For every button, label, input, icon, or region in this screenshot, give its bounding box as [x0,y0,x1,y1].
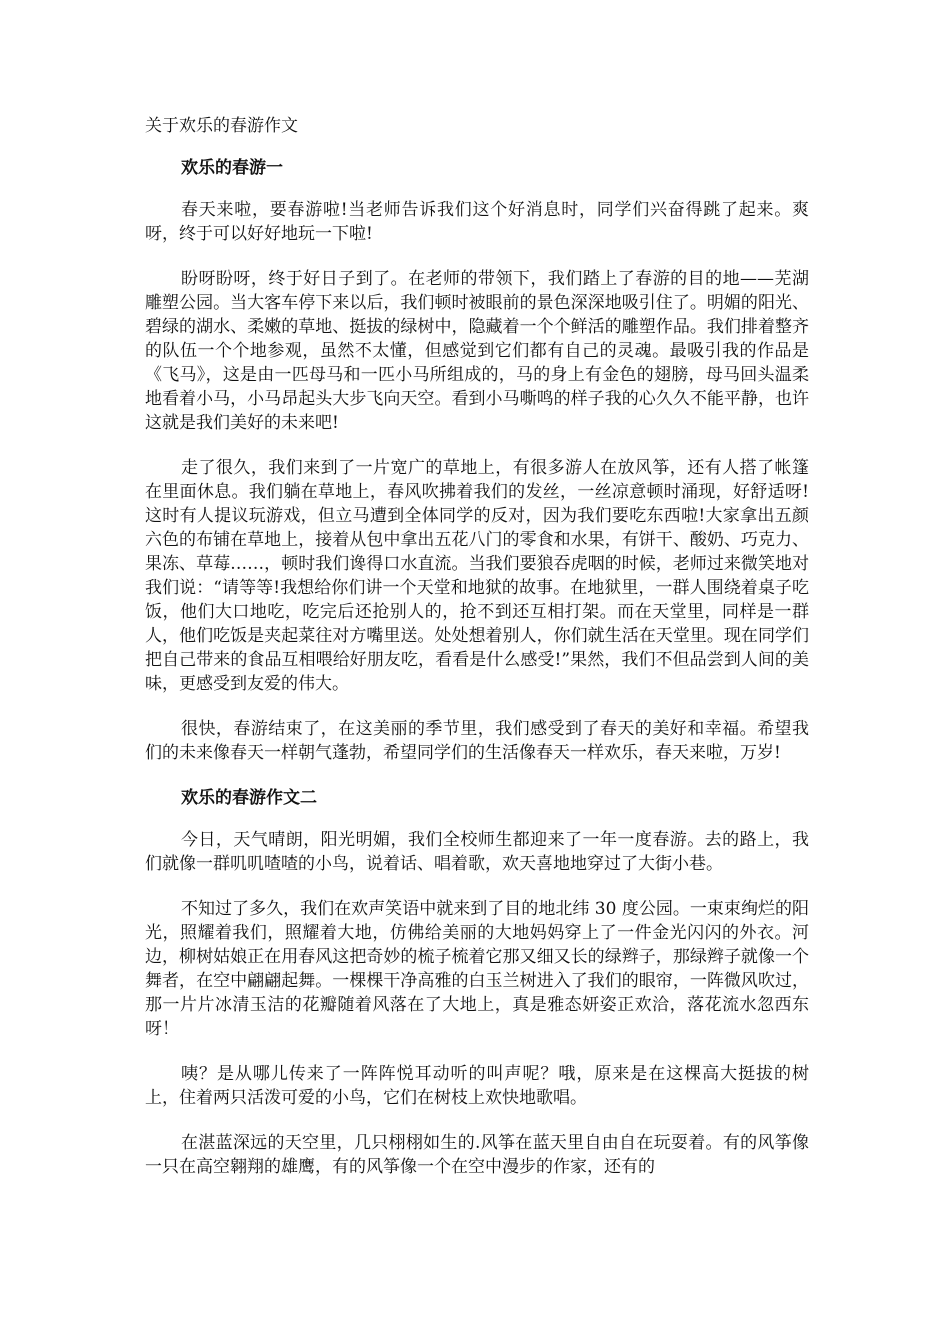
section-heading: 欢乐的春游作文二 [181,788,317,808]
paragraph: 咦？是从哪儿传来了一阵阵悦耳动听的叫声呢？哦，原来是在这棵高大挺拔的树上，住着两只活泼可爱的小鸟，它们在树枝上欢快地歌唱。 [145,1064,809,1108]
paragraph: 很快，春游结束了，在这美丽的季节里，我们感受到了春天的美好和幸福。希望我们的未来像春天一样朝气蓬勃，希望同学们的生活像春天一样欢乐，春天来啦，万岁! [145,719,809,763]
document-page [145,114,809,1200]
paragraph: 今日，天气晴朗，阳光明媚，我们全校师生都迎来了一年一度春游。去的路上，我们就像一群叽叽喳喳的小鸟，说着话、唱着歌，欢天喜地地穿过了大街小巷。 [145,830,809,874]
paragraph: 春天来啦，要春游啦!当老师告诉我们这个好消息时，同学们兴奋得跳了起来。爽呀，终于可以好好地玩一下啦! [145,200,809,244]
section-1 [145,156,809,765]
section-heading: 欢乐的春游一 [181,158,283,178]
paragraph: 不知过了多久，我们在欢声笑语中就来到了目的地北纬 30 度公园。一束束绚烂的阳光，照耀着我们，照耀着大地，仿佛给美丽的大地妈妈穿上了一件金光闪闪的外衣。河边，柳树姑娘正在用春风这把奇妙的梳子梳着它那又细又长的绿辫子，那绿辫子就像一个舞者，在空中翩翩起舞。一棵棵干净高雅的白玉兰树进入了我们的眼帘，一阵微风吹过，那一片片冰清玉洁的花瓣随着风落在了大地上，真是雅态妍姿正欢洽，落花流水忽西东呀！ [145,899,809,1039]
document-title: 关于欢乐的春游作文 [145,116,298,136]
paragraph: 走了很久，我们来到了一片宽广的草地上，有很多游人在放风筝，还有人搭了帐篷在里面休息。我们躺在草地上，春风吹拂着我们的发丝，一丝凉意顿时涌现，好舒适呀!这时有人提议玩游戏，但立马遭到全体同学的反对，因为我们要吃东西啦!大家拿出五颜六色的布铺在草地上，接着从包中拿出五花八门的零食和水果，有饼干、酸奶、巧克力、果冻、草莓……，顿时我们谗得口水直流。当我们要狼吞虎咽的时候，老师过来微笑地对我们说：“请等等!我想给你们讲一个天堂和地狱的故事。在地狱里，一群人围绕着桌子吃饭，他们大口地吃，吃完后还抢别人的，抢不到还互相打架。而在天堂里，同样是一群人，他们吃饭是夹起菜往对方嘴里送。处处想着别人，你们就生活在天堂里。现在同学们把自己带来的食品互相喂给好朋友吃，看看是什么感受!”果然，我们不但品尝到人间的美味，更感受到友爱的伟大。 [145,458,809,694]
paragraph: 在湛蓝深远的天空里，几只栩栩如生的.风筝在蓝天里自由自在玩耍着。有的风筝像一只在高空翱翔的雄鹰，有的风筝像一个在空中漫步的作家，还有的 [145,1133,809,1177]
section-2 [145,786,809,1179]
paragraph: 盼呀盼呀，终于好日子到了。在老师的带领下，我们踏上了春游的目的地——芜湖雕塑公园。当大客车停下来以后，我们顿时被眼前的景色深深地吸引住了。明媚的阳光、碧绿的湖水、柔嫩的草地、挺拔的绿树中，隐藏着一个个鲜活的雕塑作品。我们排着整齐的队伍一个个地参观，虽然不太懂，但感觉到它们都有自己的灵魂。最吸引我的作品是《飞马》，这是由一匹母马和一匹小马所组成的，马的身上有金色的翅膀，母马回头温柔地看着小马，小马昂起头大步飞向天空。看到小马嘶鸣的样子我的心久久不能平静，也许这就是我们美好的未来吧! [145,269,809,433]
